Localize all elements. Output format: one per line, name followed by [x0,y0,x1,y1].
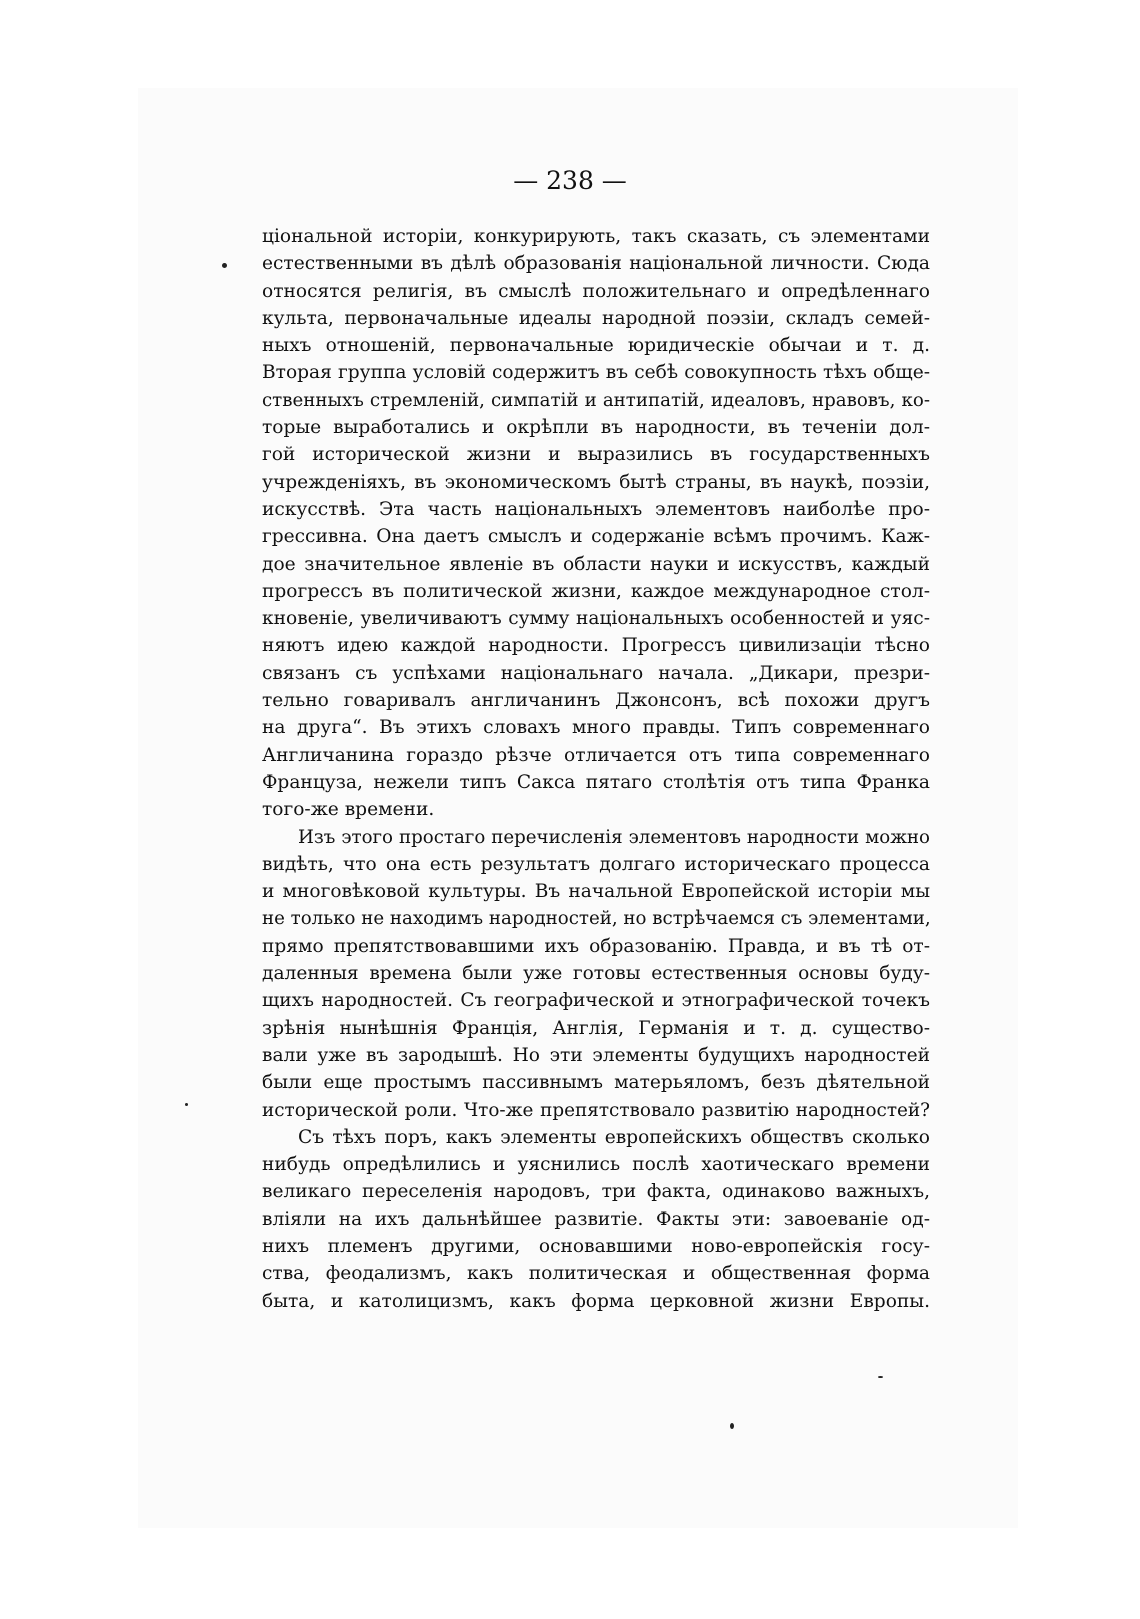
text-line: зрѣнія нынѣшнія Франція, Англія, Германія и т. д. существо- [262,1017,930,1039]
text-line: вали уже въ зародышѣ. Но эти элементы будущихъ народностей [262,1044,930,1066]
text-line: торые выработались и окрѣпли въ народности, въ теченіи дол- [262,417,930,439]
text-line: дое значительное явленіе въ области науки и искусствъ, каждый [262,553,930,575]
text-line: даленныя времена были уже готовы естественныя основы буду- [262,963,930,985]
text-line: искусствѣ. Эта часть національныхъ элементовъ наиболѣе про- [262,498,930,520]
text-line: тельно говаривалъ англичанинъ Джонсонъ, всѣ похожи другъ [262,690,930,712]
text-line: исторической роли. Что-же препятствовало развитію народностей? [262,1099,930,1121]
text-line: нибудь опредѣлились и уяснились послѣ хаотическаго времени [262,1154,930,1176]
text-line: Француза, нежели типъ Сакса пятаго столѣтія отъ типа Франка [262,771,930,793]
body-text [262,223,930,1315]
page-number: — 238 — [513,166,627,195]
text-line: и многовѣковой культуры. Въ начальной Европейской исторіи мы [262,881,930,903]
text-line: естественными въ дѣлѣ образованія національной личности. Сюда [262,253,930,275]
margin-speck [185,1103,188,1106]
text-line: прямо препятствовавшими ихъ образованію. Правда, и въ тѣ от- [262,935,930,957]
text-line: того-же времени. [262,799,435,821]
text-line: учрежденіяхъ, въ экономическомъ бытѣ страны, въ наукѣ, поэзіи, [262,471,930,493]
text-line: видѣть, что она есть результатъ долгаго историческаго процесса [262,853,930,875]
text-line: няютъ идею каждой народности. Прогрессъ цивилизаціи тѣсно [262,635,930,657]
text-line: быта, и католицизмъ, какъ форма церковной жизни Европы. [262,1290,930,1312]
text-line: прогрессъ въ политической жизни, каждое международное стол- [262,580,930,602]
text-line: вліяли на ихъ дальнѣйшее развитіе. Факты эти: завоеваніе од- [262,1208,930,1230]
text-line: на друга“. Въ этихъ словахъ много правды. Типъ современнаго [262,717,930,739]
text-line: связанъ съ успѣхами національнаго начала. „Дикари, презри- [262,662,930,684]
text-line: грессивна. Она даетъ смыслъ и содержаніе всѣмъ прочимъ. Каж- [262,526,930,548]
text-line: нихъ племенъ другими, основавшими ново-европейскія госу- [262,1235,930,1257]
text-line: ныхъ отношеній, первоначальные юридическіе обычаи и т. д. [262,335,930,357]
text-line: гой исторической жизни и выразились въ государственныхъ [262,444,930,466]
text-line: культа, первоначальные идеалы народной поэзіи, складъ семей- [262,307,930,329]
text-line: ственныхъ стремленій, симпатій и антипатій, идеаловъ, нравовъ, ко- [262,389,930,411]
text-line: Изъ этого простаго перечисленія элементовъ народности можно [298,826,930,848]
text-line: щихъ народностей. Съ географической и этнографической точекъ [262,990,930,1012]
margin-speck [878,1376,883,1378]
margin-speck [730,1423,734,1429]
text-line: не только не находимъ народностей, но встрѣчаемся съ элементами, [262,908,931,930]
text-line: Вторая группа условій содержитъ въ себѣ совокупность тѣхъ обще- [262,362,930,384]
text-line: были еще простымъ пассивнымъ матерьяломъ, безъ дѣятельной [262,1072,930,1094]
text-line: Англичанина гораздо рѣзче отличается отъ типа современнаго [262,744,930,766]
margin-speck [222,263,227,268]
text-line: Съ тѣхъ поръ, какъ элементы европейскихъ обществъ сколько [298,1126,930,1148]
text-line: кновеніе, увеличиваютъ сумму національныхъ особенностей и уяс- [262,608,930,630]
text-line: относятся религія, въ смыслѣ положительнаго и опредѣленнаго [262,280,930,302]
text-line: великаго переселенія народовъ, три факта, одинаково важныхъ, [262,1181,930,1203]
text-line: ства, феодализмъ, какъ политическая и общественная форма [262,1263,930,1285]
text-line: ціональной исторіи, конкурирують, такъ сказать, съ элементами [262,226,930,247]
